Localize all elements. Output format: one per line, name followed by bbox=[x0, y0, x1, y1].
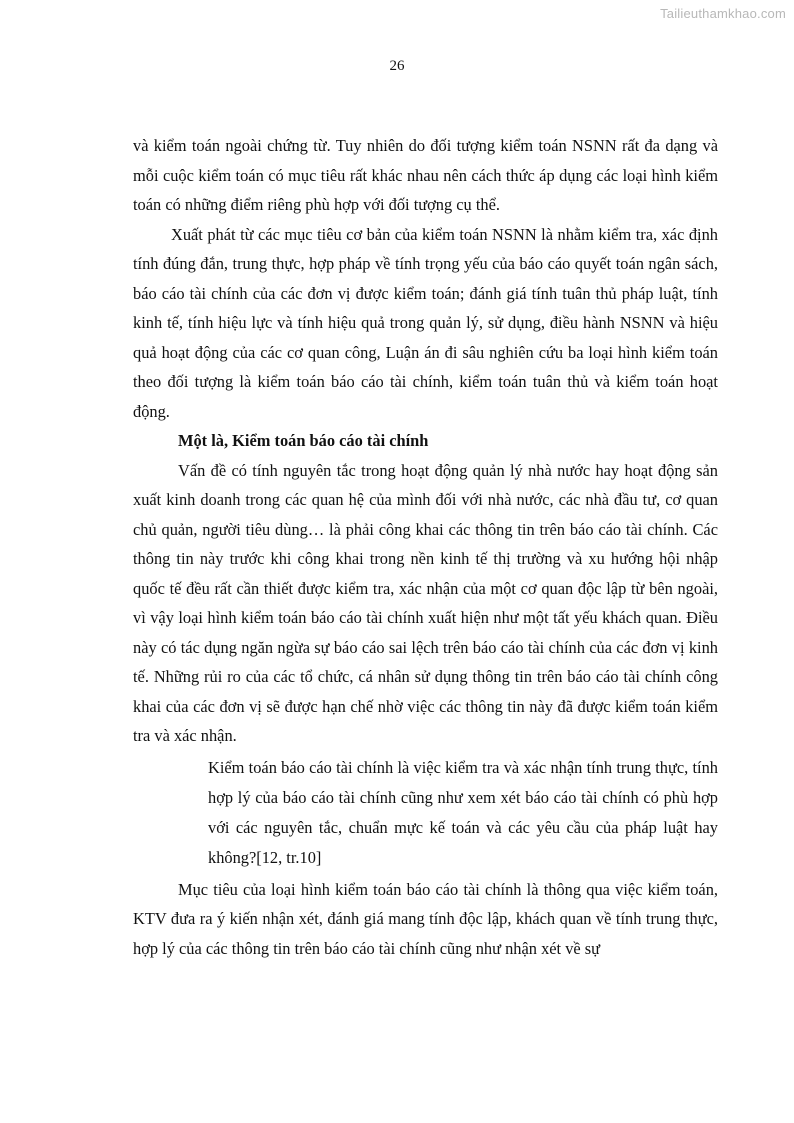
paragraph-2: Xuất phát từ các mục tiêu cơ bản của kiểm toán NSNN là nhằm kiểm tra, xác định tính đúng đắn, trung thực, hợp pháp về tính trọng yếu của báo cáo quyết toán ngân sách, báo cáo tài chính của các đơn vị được kiểm toán; đánh giá tính tuân thủ pháp luật, tính kinh tế, tính hiệu lực và tính hiệu quả trong quản lý, sử dụng, điều hành NSNN và hiệu quả hoạt động của các cơ quan công, Luận án đi sâu nghiên cứu ba loại hình kiểm toán theo đối tượng là kiểm toán báo cáo tài chính, kiểm toán tuân thủ và kiểm toán hoạt động. bbox=[133, 224, 718, 421]
paragraph-4: Mục tiêu của loại hình kiểm toán báo cáo tài chính là thông qua việc kiểm toán, KTV đưa ra ý kiến nhận xét, đánh giá mang tính độc lập, khách quan về tính trung thực, hợp lý của các thông tin trên báo cáo tài chính cũng như nhận xét về sự bbox=[133, 879, 718, 958]
block-quote: Kiểm toán báo cáo tài chính là việc kiểm tra và xác nhận tính trung thực, tính hợp lý của báo cáo tài chính cũng như xem xét báo cáo tài chính có phù hợp với các nguyên tắc, chuẩn mực kế toán và các yêu cầu của pháp luật hay không?[12, tr.10] bbox=[208, 757, 718, 867]
paragraph-3: Vấn đề có tính nguyên tắc trong hoạt động quản lý nhà nước hay hoạt động sản xuất kinh doanh trong các quan hệ của mình đối với nhà nước, các nhà đầu tư, cơ quan chủ quản, người tiêu dùng… là phải công khai các thông tin trên báo cáo tài chính. Các thông tin này trước khi công khai trong nền kinh tế thị trường và xu hướng hội nhập quốc tế đều rất cần thiết được kiểm tra, xác nhận của một cơ quan độc lập từ bên ngoài, vì vậy loại hình kiểm toán báo cáo tài chính xuất hiện như một tất yếu khách quan. Điều này có tác dụng ngăn ngừa sự báo cáo sai lệch trên báo cáo tài chính của các đơn vị kinh tế. Những rủi ro của các tổ chức, cá nhân sử dụng thông tin trên báo cáo tài chính công khai của các đơn vị sẽ được hạn chế nhờ việc các thông tin này đã được kiểm toán kiểm tra và xác nhận. bbox=[133, 460, 718, 745]
watermark: Tailieuthamkhao.com bbox=[660, 6, 786, 21]
page-number: 26 bbox=[389, 58, 405, 74]
section-heading: Một là, Kiểm toán báo cáo tài chính bbox=[178, 431, 429, 450]
document-body bbox=[133, 131, 718, 963]
paragraph-1: và kiểm toán ngoài chứng từ. Tuy nhiên do đối tượng kiểm toán NSNN rất đa dạng và mỗi cuộc kiểm toán có mục tiêu rất khác nhau nên cách thức áp dụng các loại hình kiểm toán có những điểm riêng phù hợp với đối tượng cụ thể. bbox=[133, 136, 718, 214]
